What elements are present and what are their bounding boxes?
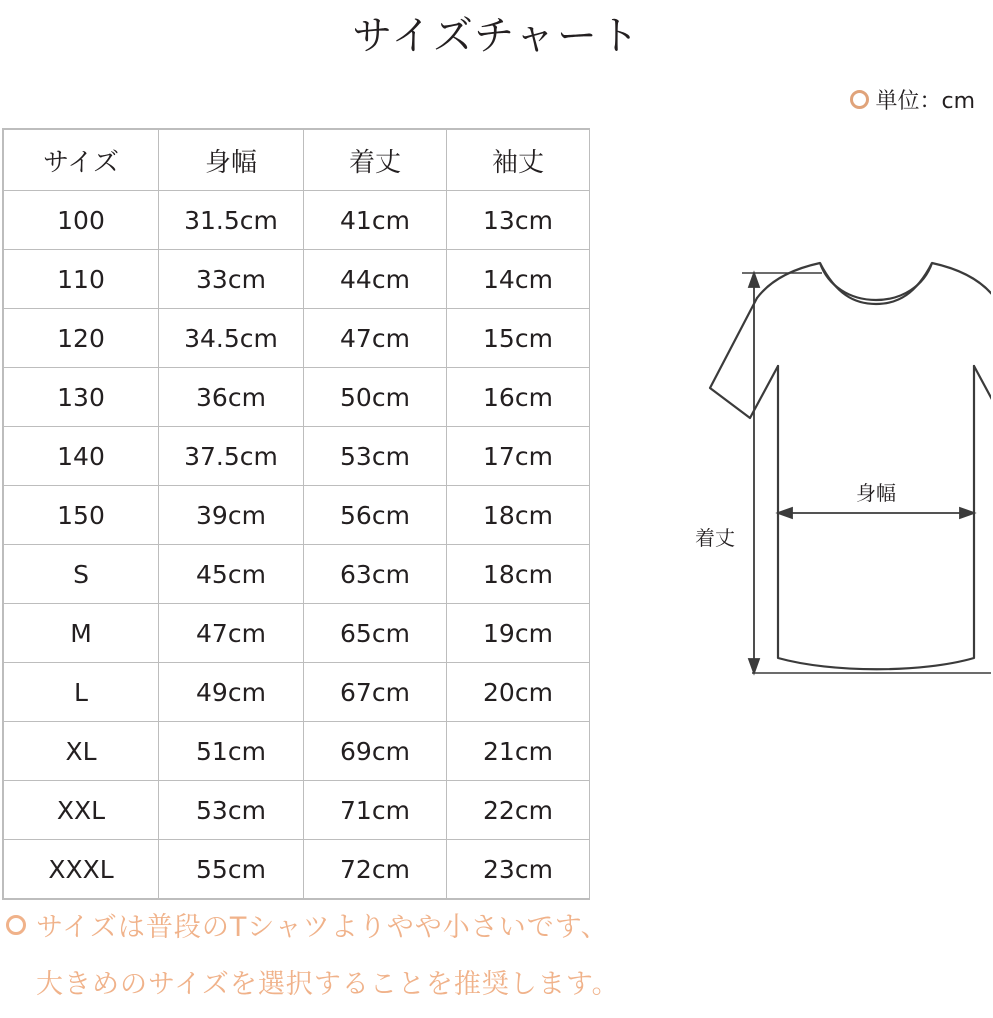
table-cell: 36cm: [159, 368, 304, 427]
table-cell: 21cm: [447, 722, 590, 781]
table-cell: 34.5cm: [159, 309, 304, 368]
table-row: [4, 722, 590, 781]
table-cell: 51cm: [159, 722, 304, 781]
table-header-cell: 身幅: [159, 130, 304, 191]
table-row: [4, 663, 590, 722]
table-cell: 33cm: [159, 250, 304, 309]
table-cell: 15cm: [447, 309, 590, 368]
table-cell: XXL: [4, 781, 159, 840]
table-cell: 14cm: [447, 250, 590, 309]
table-cell: 100: [4, 191, 159, 250]
table-row: [4, 781, 590, 840]
note-line-1: [6, 905, 986, 944]
table-cell: 39cm: [159, 486, 304, 545]
size-table: [3, 129, 590, 899]
table-cell: 31.5cm: [159, 191, 304, 250]
table-row: [4, 604, 590, 663]
note-line-2: [6, 962, 986, 1001]
tshirt-illustration: [592, 128, 991, 888]
table-cell: 72cm: [304, 840, 447, 899]
table-header-cell: サイズ: [4, 130, 159, 191]
table-cell: 17cm: [447, 427, 590, 486]
table-cell: 18cm: [447, 486, 590, 545]
table-cell: L: [4, 663, 159, 722]
footer-notes: [6, 905, 986, 1018]
table-header-cell: 着丈: [304, 130, 447, 191]
unit-note: [850, 84, 975, 115]
table-cell: 150: [4, 486, 159, 545]
table-cell: 49cm: [159, 663, 304, 722]
label-body-length: 着丈: [695, 526, 735, 550]
table-cell: 69cm: [304, 722, 447, 781]
table-cell: 22cm: [447, 781, 590, 840]
table-row: [4, 427, 590, 486]
table-header-cell: 袖丈: [447, 130, 590, 191]
table-cell: 41cm: [304, 191, 447, 250]
table-cell: 16cm: [447, 368, 590, 427]
table-cell: 56cm: [304, 486, 447, 545]
table-row: [4, 191, 590, 250]
ring-icon: [850, 90, 869, 109]
table-row: [4, 309, 590, 368]
table-cell: 37.5cm: [159, 427, 304, 486]
table-cell: 65cm: [304, 604, 447, 663]
table-cell: S: [4, 545, 159, 604]
label-body-width: 身幅: [856, 481, 896, 505]
table-cell: 63cm: [304, 545, 447, 604]
table-row: [4, 840, 590, 899]
table-cell: 71cm: [304, 781, 447, 840]
table-cell: M: [4, 604, 159, 663]
table-cell: XL: [4, 722, 159, 781]
table-cell: 19cm: [447, 604, 590, 663]
table-row: [4, 250, 590, 309]
table-cell: 44cm: [304, 250, 447, 309]
table-cell: 23cm: [447, 840, 590, 899]
table-cell: 130: [4, 368, 159, 427]
table-header-row: [4, 130, 590, 191]
table-cell: 45cm: [159, 545, 304, 604]
note-text: 大きめのサイズを選択することを推奨します。: [36, 969, 620, 1000]
table-cell: 67cm: [304, 663, 447, 722]
note-text: サイズは普段のTシャツよりやや小さいです、: [36, 912, 609, 943]
table-cell: 53cm: [159, 781, 304, 840]
table-cell: 55cm: [159, 840, 304, 899]
page-title: サイズチャート: [352, 13, 641, 59]
unit-label: 単位：cm: [875, 89, 975, 114]
table-cell: 13cm: [447, 191, 590, 250]
table-cell: 110: [4, 250, 159, 309]
table-cell: 120: [4, 309, 159, 368]
ring-icon: [6, 915, 26, 935]
table-cell: 50cm: [304, 368, 447, 427]
table-cell: 53cm: [304, 427, 447, 486]
table-cell: 20cm: [447, 663, 590, 722]
table-row: [4, 545, 590, 604]
table-cell: 18cm: [447, 545, 590, 604]
table-cell: 47cm: [159, 604, 304, 663]
table-cell: XXXL: [4, 840, 159, 899]
table-cell: 47cm: [304, 309, 447, 368]
table-row: [4, 486, 590, 545]
table-row: [4, 368, 590, 427]
size-table-container: [2, 128, 590, 900]
table-cell: 140: [4, 427, 159, 486]
